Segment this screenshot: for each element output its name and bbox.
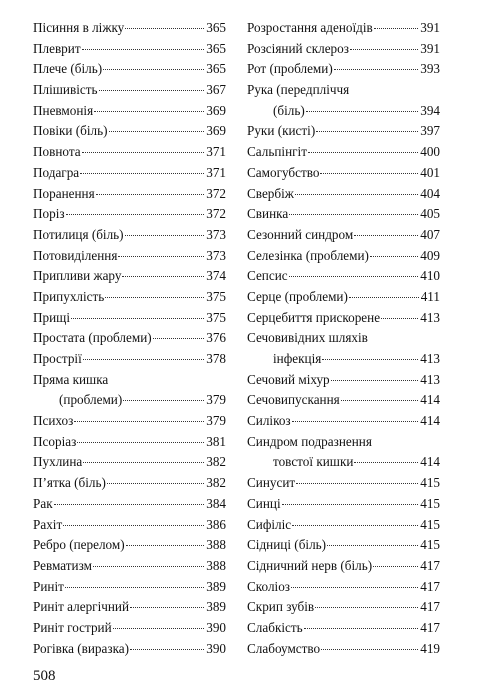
index-entry bbox=[33, 597, 226, 618]
index-term: Свербіж bbox=[247, 185, 294, 201]
index-entry-line bbox=[247, 556, 440, 577]
index-entry bbox=[33, 184, 226, 205]
index-entry bbox=[247, 163, 440, 184]
index-entry-line bbox=[33, 411, 226, 432]
index-term: Самогубство bbox=[247, 164, 320, 180]
dot-leader bbox=[381, 318, 418, 319]
index-term: Свинка bbox=[247, 206, 289, 222]
index-entry-line bbox=[247, 266, 440, 287]
index-entry-line bbox=[247, 515, 440, 536]
index-entry bbox=[247, 328, 440, 369]
index-page-ref: 415 bbox=[420, 537, 440, 553]
dot-leader bbox=[96, 194, 205, 195]
index-entry bbox=[33, 225, 226, 246]
index-page-ref: 413 bbox=[420, 371, 440, 387]
index-entry-line bbox=[247, 308, 440, 329]
index-page-ref: 414 bbox=[420, 454, 440, 470]
index-entry bbox=[33, 639, 226, 660]
index-page-ref: 391 bbox=[420, 40, 440, 56]
dot-leader bbox=[74, 421, 204, 422]
dot-leader bbox=[77, 442, 204, 443]
index-entry-line bbox=[33, 80, 226, 101]
index-entry-line bbox=[33, 39, 226, 60]
index-entry-line bbox=[33, 639, 226, 660]
index-entry-line bbox=[33, 266, 226, 287]
index-term: Синці bbox=[247, 495, 281, 511]
index-page-ref: 417 bbox=[420, 619, 440, 635]
index-page-ref: 372 bbox=[206, 185, 226, 201]
dot-leader bbox=[122, 276, 204, 277]
index-term: Простата (проблеми) bbox=[33, 330, 152, 346]
dot-leader bbox=[308, 152, 418, 153]
index-entry bbox=[247, 411, 440, 432]
index-page-ref: 386 bbox=[206, 516, 226, 532]
dot-leader bbox=[83, 462, 204, 463]
index-entry bbox=[247, 121, 440, 142]
dot-leader bbox=[373, 566, 418, 567]
dot-leader bbox=[83, 359, 204, 360]
index-entry-line bbox=[33, 18, 226, 39]
index-term: Слабоумство bbox=[247, 640, 321, 656]
index-term: Серце (проблеми) bbox=[247, 288, 348, 304]
index-entry-line bbox=[33, 597, 226, 618]
index-entry-line bbox=[33, 287, 226, 308]
index-term: Поріз bbox=[33, 206, 65, 222]
index-entry bbox=[247, 287, 440, 308]
index-entry-line bbox=[247, 184, 440, 205]
index-page-ref: 375 bbox=[206, 288, 226, 304]
index-column-left bbox=[33, 18, 226, 659]
index-entry bbox=[33, 473, 226, 494]
dot-leader bbox=[322, 359, 418, 360]
index-entry-line bbox=[247, 287, 440, 308]
dot-leader bbox=[105, 297, 204, 298]
index-entry bbox=[33, 59, 226, 80]
dot-leader bbox=[295, 194, 418, 195]
index-entry-line bbox=[247, 618, 440, 639]
index-term: Ревматизм bbox=[33, 557, 92, 573]
index-term: (біль) bbox=[273, 102, 305, 118]
index-page-ref: 378 bbox=[206, 351, 226, 366]
index-entry bbox=[247, 597, 440, 618]
index-term: Плече (біль) bbox=[33, 61, 103, 77]
index-entry bbox=[33, 142, 226, 163]
index-entry bbox=[247, 639, 440, 660]
index-entry bbox=[247, 80, 440, 121]
dot-leader bbox=[80, 173, 204, 174]
dot-leader bbox=[321, 649, 418, 650]
index-page-ref: 365 bbox=[206, 61, 226, 77]
dot-leader bbox=[123, 400, 204, 401]
index-entry-line bbox=[33, 59, 226, 80]
dot-leader bbox=[316, 131, 418, 132]
index-page-ref: 394 bbox=[420, 102, 440, 118]
index-entry bbox=[33, 556, 226, 577]
index-page-ref: 373 bbox=[206, 226, 226, 242]
index-term: Риніт алергічний bbox=[33, 599, 130, 615]
index-page-ref: 411 bbox=[420, 288, 440, 304]
index-entry bbox=[33, 577, 226, 598]
index-entry bbox=[247, 535, 440, 556]
index-entry-line bbox=[247, 535, 440, 556]
index-entry bbox=[33, 515, 226, 536]
index-entry bbox=[33, 101, 226, 122]
index-entry-line bbox=[33, 535, 226, 556]
index-term: Повнота bbox=[33, 144, 81, 160]
index-term: Селезінка (проблеми) bbox=[247, 247, 369, 263]
index-term: Прищі bbox=[33, 309, 70, 325]
index-term: (проблеми) bbox=[59, 392, 123, 408]
index-term: Психоз bbox=[33, 413, 74, 429]
index-page-ref: 414 bbox=[420, 413, 440, 429]
index-term: Сечовий міхур bbox=[247, 371, 330, 387]
index-entry bbox=[247, 515, 440, 536]
dot-leader bbox=[327, 545, 418, 546]
page-number: 508 bbox=[33, 668, 56, 684]
index-term: Синусит bbox=[247, 475, 296, 491]
index-term: Сколіоз bbox=[247, 578, 291, 594]
index-term: Припливи жару bbox=[33, 268, 122, 284]
index-page-ref: 384 bbox=[206, 495, 226, 511]
index-entry-line bbox=[33, 515, 226, 536]
index-entry-line bbox=[247, 59, 440, 80]
dot-leader bbox=[63, 525, 204, 526]
dot-leader bbox=[130, 607, 204, 608]
index-entry-line bbox=[247, 121, 440, 142]
dot-leader bbox=[153, 338, 205, 339]
index-entry-line bbox=[33, 452, 226, 473]
index-term: Потилиця (біль) bbox=[33, 226, 124, 242]
index-page-ref: 369 bbox=[206, 123, 226, 139]
index-page-ref: 409 bbox=[420, 247, 440, 263]
index-term: інфекція bbox=[273, 351, 322, 366]
index-page-ref: 405 bbox=[420, 206, 440, 222]
index-entry-line bbox=[33, 432, 226, 453]
index-page-ref: 369 bbox=[206, 102, 226, 118]
index-entry-heading: Сечовивідних шляхів bbox=[247, 330, 368, 346]
index-entry-line bbox=[247, 473, 440, 494]
index-term: Риніт гострий bbox=[33, 619, 112, 635]
index-entry bbox=[33, 246, 226, 267]
dot-leader bbox=[306, 111, 418, 112]
index-page-ref: 414 bbox=[420, 392, 440, 408]
dot-leader bbox=[291, 587, 418, 588]
index-entry-line bbox=[247, 411, 440, 432]
index-term: П’ятка (біль) bbox=[33, 475, 106, 491]
index-term: Риніт bbox=[33, 578, 64, 594]
index-term: Плішивість bbox=[33, 82, 98, 98]
index-page-ref: 382 bbox=[206, 454, 226, 470]
index-entry bbox=[247, 39, 440, 60]
index-entry-line bbox=[247, 349, 440, 370]
index-term: Сідничний нерв (біль) bbox=[247, 557, 373, 573]
dot-leader bbox=[94, 111, 204, 112]
index-entry bbox=[247, 266, 440, 287]
index-page-ref: 388 bbox=[206, 557, 226, 573]
dot-leader bbox=[349, 297, 419, 298]
index-page-ref: 367 bbox=[206, 82, 226, 98]
index-page-ref: 407 bbox=[420, 226, 440, 242]
index-page-ref: 410 bbox=[420, 268, 440, 284]
dot-leader bbox=[118, 256, 204, 257]
index-entry bbox=[247, 370, 440, 391]
index-entry-line bbox=[247, 597, 440, 618]
index-term: Серцебиття прискорене bbox=[247, 309, 381, 325]
index-term: Поранення bbox=[33, 185, 95, 201]
index-page-ref: 400 bbox=[420, 144, 440, 160]
index-entry-heading: Пряма кишка bbox=[33, 371, 109, 387]
dot-leader bbox=[341, 400, 418, 401]
index-entry-line bbox=[33, 163, 226, 184]
index-entry bbox=[247, 494, 440, 515]
index-entry-line bbox=[247, 577, 440, 598]
index-entry-line bbox=[33, 121, 226, 142]
index-entry bbox=[247, 308, 440, 329]
index-entry-heading: Синдром подразнення bbox=[247, 433, 372, 449]
index-page-ref: 388 bbox=[206, 537, 226, 553]
index-entry bbox=[247, 618, 440, 639]
index-page-ref: 393 bbox=[420, 61, 440, 77]
index-page-ref: 415 bbox=[420, 495, 440, 511]
index-entry bbox=[247, 246, 440, 267]
index-entry-line bbox=[33, 225, 226, 246]
index-entry bbox=[247, 577, 440, 598]
index-page-ref: 381 bbox=[206, 433, 226, 449]
index-entry bbox=[247, 432, 440, 473]
dot-leader bbox=[130, 649, 204, 650]
index-entry bbox=[33, 370, 226, 411]
index-term: Сепсис bbox=[247, 268, 288, 284]
index-entry bbox=[247, 225, 440, 246]
index-term: Повіки (біль) bbox=[33, 123, 108, 139]
index-term: Пісиння в ліжку bbox=[33, 20, 125, 35]
index-entry bbox=[33, 535, 226, 556]
index-page-ref: 365 bbox=[206, 40, 226, 56]
index-entry bbox=[33, 328, 226, 349]
index-entry bbox=[33, 349, 226, 370]
index-entry-line bbox=[33, 308, 226, 329]
index-entry bbox=[33, 618, 226, 639]
index-entry-line bbox=[247, 225, 440, 246]
index-entry bbox=[33, 80, 226, 101]
index-entry-heading: Рука (передпліччя bbox=[247, 82, 350, 98]
index-page-ref: 415 bbox=[420, 475, 440, 491]
index-entry-line bbox=[247, 18, 440, 39]
dot-leader bbox=[282, 504, 419, 505]
index-entry-line bbox=[33, 473, 226, 494]
index-term: Руки (кисті) bbox=[247, 123, 316, 139]
dot-leader bbox=[354, 235, 418, 236]
dot-leader bbox=[103, 69, 204, 70]
index-page-ref: 417 bbox=[420, 578, 440, 594]
dot-leader bbox=[292, 525, 418, 526]
index-term: Рогівка (виразка) bbox=[33, 640, 130, 656]
index-entry bbox=[33, 163, 226, 184]
index-entry bbox=[33, 308, 226, 329]
index-term: Слабкість bbox=[247, 619, 303, 635]
index-term: Силікоз bbox=[247, 413, 291, 429]
index-entry-line bbox=[247, 370, 440, 391]
index-page-ref: 374 bbox=[206, 268, 226, 284]
index-entry bbox=[33, 204, 226, 225]
index-term: Припухлість bbox=[33, 288, 105, 304]
index-term: Сезонний синдром bbox=[247, 226, 354, 242]
index-entry bbox=[33, 266, 226, 287]
index-entry-line bbox=[33, 328, 226, 349]
index-entry-line bbox=[33, 556, 226, 577]
index-entry bbox=[33, 287, 226, 308]
dot-leader bbox=[125, 28, 204, 29]
dot-leader bbox=[66, 214, 205, 215]
index-term: Прострії bbox=[33, 351, 82, 366]
index-page-ref: 371 bbox=[206, 164, 226, 180]
dot-leader bbox=[320, 173, 418, 174]
dot-leader bbox=[125, 235, 205, 236]
dot-leader bbox=[71, 318, 204, 319]
index-entry-line bbox=[247, 204, 440, 225]
dot-leader bbox=[374, 28, 418, 29]
index-page-ref: 379 bbox=[206, 413, 226, 429]
index-page-ref: 390 bbox=[206, 619, 226, 635]
index-term: Потовиділення bbox=[33, 247, 118, 263]
index-term: Рак bbox=[33, 495, 53, 511]
dot-leader bbox=[315, 607, 418, 608]
index-entry bbox=[33, 452, 226, 473]
index-page-ref: 401 bbox=[420, 164, 440, 180]
index-column-right bbox=[247, 18, 440, 659]
dot-leader bbox=[296, 483, 418, 484]
index-entry bbox=[33, 411, 226, 432]
index-entry-line bbox=[33, 349, 226, 370]
index-entry-line bbox=[247, 639, 440, 660]
index-entry-line bbox=[33, 390, 226, 411]
index-page-ref: 389 bbox=[206, 599, 226, 615]
index-entry bbox=[33, 18, 226, 39]
dot-leader bbox=[107, 483, 204, 484]
index-entry-line bbox=[247, 390, 440, 411]
index-entry bbox=[247, 556, 440, 577]
dot-leader bbox=[113, 628, 205, 629]
index-term: Псоріаз bbox=[33, 433, 77, 449]
index-entry-line bbox=[247, 246, 440, 267]
index-term: Сідниці (біль) bbox=[247, 537, 327, 553]
index-term: Скрип зубів bbox=[247, 599, 315, 615]
dot-leader bbox=[289, 276, 419, 277]
index-term: Розсіяний склероз bbox=[247, 40, 349, 56]
index-entry-line bbox=[33, 494, 226, 515]
dot-leader bbox=[99, 90, 205, 91]
index-entry-line bbox=[247, 101, 440, 122]
index-entry bbox=[247, 473, 440, 494]
dot-leader bbox=[331, 380, 419, 381]
index-term: Пухлина bbox=[33, 454, 83, 470]
index-entry-line bbox=[247, 142, 440, 163]
index-entry bbox=[33, 494, 226, 515]
index-entry-line bbox=[247, 452, 440, 473]
dot-leader bbox=[54, 504, 205, 505]
index-entry bbox=[247, 142, 440, 163]
index-page-ref: 371 bbox=[206, 144, 226, 160]
index-page-ref: 373 bbox=[206, 247, 226, 263]
index-term: Сифіліс bbox=[247, 516, 292, 532]
index-term: товстої кишки bbox=[273, 454, 354, 470]
dot-leader bbox=[350, 49, 418, 50]
index-page-ref: 382 bbox=[206, 475, 226, 491]
index-entry-line bbox=[33, 246, 226, 267]
index-page-ref: 376 bbox=[206, 330, 226, 346]
index-term: Сальпінгіт bbox=[247, 144, 307, 160]
dot-leader bbox=[126, 545, 205, 546]
index-entry-line bbox=[33, 142, 226, 163]
index-term: Рахіт bbox=[33, 516, 63, 532]
index-entry bbox=[33, 39, 226, 60]
index-page-ref: 417 bbox=[420, 557, 440, 573]
index-page-ref: 365 bbox=[206, 20, 226, 35]
dot-leader bbox=[370, 256, 418, 257]
index-entry-line bbox=[247, 494, 440, 515]
index-page-ref: 390 bbox=[206, 640, 226, 656]
index-entry bbox=[247, 18, 440, 39]
dot-leader bbox=[304, 628, 419, 629]
dot-leader bbox=[82, 49, 205, 50]
index-term: Пневмонія bbox=[33, 102, 94, 118]
index-page-ref: 391 bbox=[420, 20, 440, 35]
index-page-ref: 389 bbox=[206, 578, 226, 594]
index-page-ref: 404 bbox=[420, 185, 440, 201]
index-page-ref: 375 bbox=[206, 309, 226, 325]
index-entry-line bbox=[33, 618, 226, 639]
dot-leader bbox=[82, 152, 205, 153]
index-term: Плеврит bbox=[33, 40, 81, 56]
index-term: Сечовипускання bbox=[247, 392, 340, 408]
index-term: Рот (проблеми) bbox=[247, 61, 333, 77]
index-term: Ребро (перелом) bbox=[33, 537, 125, 553]
index-page-ref: 372 bbox=[206, 206, 226, 222]
dot-leader bbox=[334, 69, 418, 70]
index-page-ref: 397 bbox=[420, 123, 440, 139]
index-page-ref: 379 bbox=[206, 392, 226, 408]
dot-leader bbox=[289, 214, 418, 215]
index-entry bbox=[33, 121, 226, 142]
index-entry-line bbox=[33, 101, 226, 122]
index-entry-line bbox=[247, 163, 440, 184]
index-entry-line bbox=[33, 184, 226, 205]
index-page-ref: 413 bbox=[420, 309, 440, 325]
index-entry-line bbox=[33, 577, 226, 598]
dot-leader bbox=[109, 131, 205, 132]
index-entry bbox=[33, 432, 226, 453]
index-page-ref: 415 bbox=[420, 516, 440, 532]
index-term: Розростання аденоїдів bbox=[247, 20, 373, 35]
index-term: Подагра bbox=[33, 164, 80, 180]
dot-leader bbox=[292, 421, 419, 422]
index-entry bbox=[247, 204, 440, 225]
index-entry bbox=[247, 59, 440, 80]
index-entry bbox=[247, 390, 440, 411]
index-page-ref: 419 bbox=[420, 640, 440, 656]
index-page-ref: 413 bbox=[420, 351, 440, 366]
index-page-ref: 417 bbox=[420, 599, 440, 615]
dot-leader bbox=[354, 462, 418, 463]
index-entry-line bbox=[247, 39, 440, 60]
dot-leader bbox=[93, 566, 204, 567]
index-entry-line bbox=[33, 204, 226, 225]
index-entry bbox=[247, 184, 440, 205]
dot-leader bbox=[65, 587, 204, 588]
